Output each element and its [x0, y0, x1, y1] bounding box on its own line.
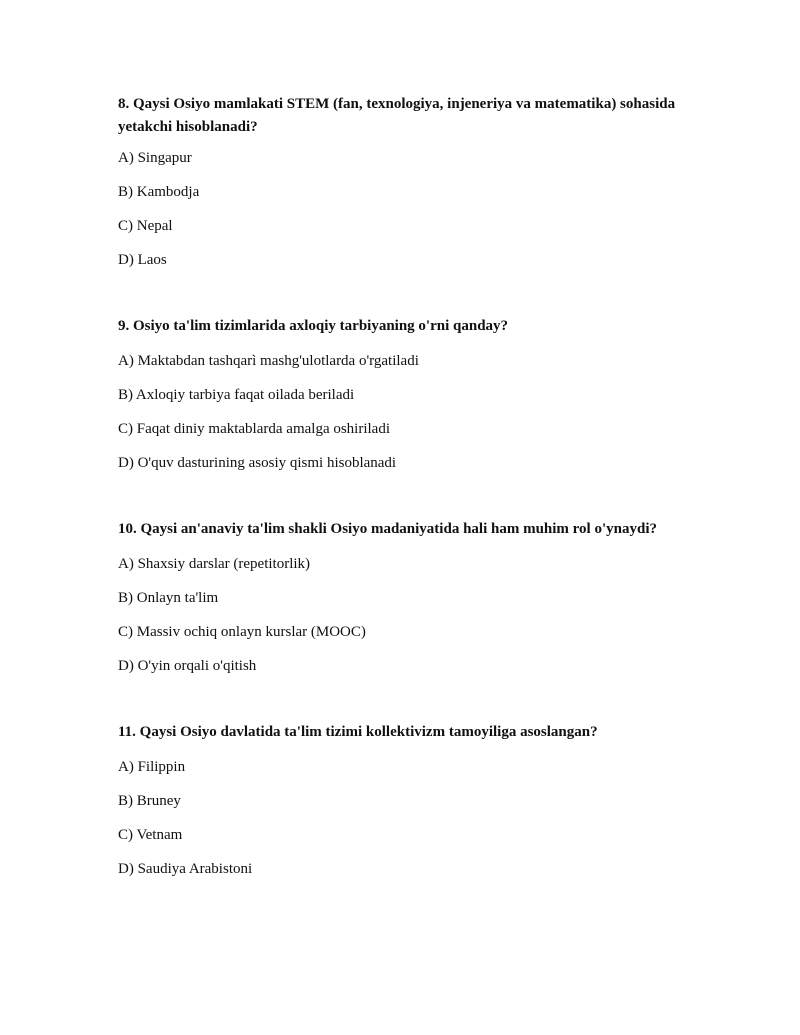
question-10 [118, 518, 698, 674]
option-a: A) Filippin [118, 759, 186, 775]
question-11 [118, 721, 698, 877]
question-text: 8. Qaysi Osiyo mamlakati STEM (fan, texnologiya, injeneriya va matematika) sohasida yetakchi hisoblanadi? [118, 96, 676, 135]
option-b: B) Bruney [118, 793, 181, 809]
option-b: B) Kambodja [118, 184, 200, 200]
option-b: B) Axloqiy tarbiya faqat oilada beriladi [118, 387, 355, 403]
option-d: D) O'quv dasturining asosiy qismi hisoblanadi [118, 455, 397, 471]
option-c: C) Nepal [118, 218, 173, 234]
option-d: D) Saudiya Arabistoni [118, 861, 253, 877]
question-text: 9. Osiyo ta'lim tizimlarida axloqiy tarbiyaning o'rni qanday? [118, 318, 509, 334]
option-c: C) Massiv ochiq onlayn kurslar (MOOC) [118, 624, 366, 640]
option-a: A) Maktabdan tashqarì mashg'ulotlarda o'rgatiladi [118, 353, 419, 369]
question-text: 11. Qaysi Osiyo davlatida ta'lim tizimi kollektivizm tamoyiliga asoslangan? [118, 724, 598, 740]
option-c: C) Faqat diniy maktablarda amalga oshiriladi [118, 421, 391, 437]
option-a: A) Singapur [118, 150, 192, 166]
option-a: A) Shaxsiy darslar (repetitorlik) [118, 556, 311, 572]
question-9 [118, 315, 698, 471]
question-8 [118, 93, 698, 268]
question-text: 10. Qaysi an'anaviy ta'lim shakli Osiyo madaniyatida hali ham muhim rol o'ynaydi? [118, 521, 657, 537]
option-d: D) O'yin orqali o'qitish [118, 658, 257, 674]
option-b: B) Onlayn ta'lim [118, 590, 219, 606]
option-c: C) Vetnam [118, 827, 183, 843]
option-d: D) Laos [118, 252, 167, 268]
